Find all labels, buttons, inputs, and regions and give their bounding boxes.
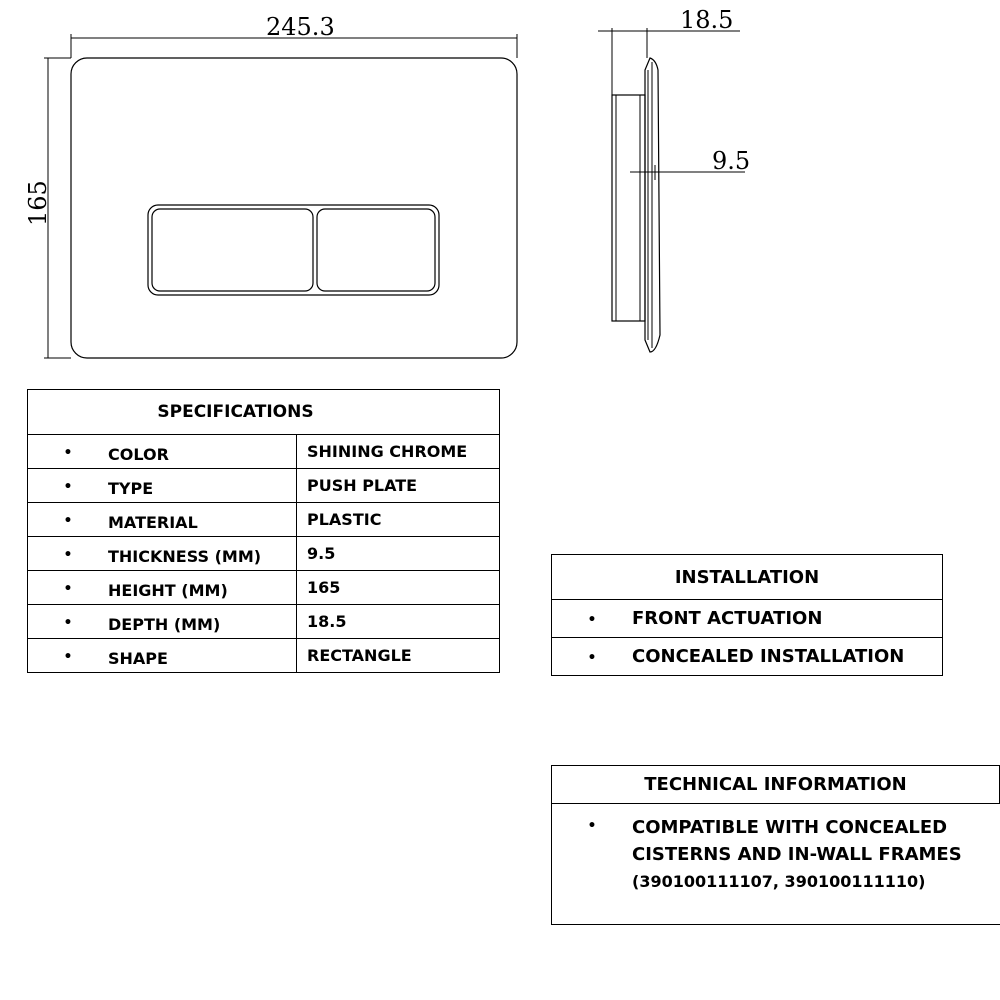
spec-label: HEIGHT (MM) bbox=[108, 581, 228, 600]
spec-label: THICKNESS (MM) bbox=[108, 547, 262, 566]
installation-table bbox=[551, 554, 943, 676]
bullet-icon: • bbox=[63, 513, 73, 529]
list-item bbox=[552, 600, 943, 638]
technical-line-1: COMPATIBLE WITH CONCEALED bbox=[632, 817, 948, 838]
table-row bbox=[28, 537, 500, 571]
installation-item: FRONT ACTUATION bbox=[632, 608, 823, 629]
technical-line-2: CISTERNS AND IN-WALL FRAMES bbox=[632, 844, 962, 865]
spec-label: MATERIAL bbox=[108, 513, 198, 532]
bullet-icon: • bbox=[63, 479, 73, 495]
table-row bbox=[28, 469, 500, 503]
spec-label: TYPE bbox=[108, 479, 154, 498]
table-row bbox=[28, 605, 500, 639]
right-button bbox=[317, 209, 435, 291]
technical-title: TECHNICAL INFORMATION bbox=[552, 766, 1000, 804]
spec-value: SHINING CHROME bbox=[297, 435, 500, 469]
button-frame-outer bbox=[148, 205, 439, 295]
side-view bbox=[612, 58, 660, 352]
bullet-icon: • bbox=[587, 818, 597, 834]
technical-information-table bbox=[551, 765, 1000, 925]
spec-value: PLASTIC bbox=[297, 503, 500, 537]
spec-value: 9.5 bbox=[297, 537, 500, 571]
bullet-icon: • bbox=[63, 581, 73, 597]
specifications-title: SPECIFICATIONS bbox=[28, 390, 500, 435]
table-row bbox=[28, 639, 500, 673]
spec-value: RECTANGLE bbox=[297, 639, 500, 673]
table-row bbox=[28, 435, 500, 469]
table-row bbox=[28, 571, 500, 605]
spec-value: 18.5 bbox=[297, 605, 500, 639]
bullet-icon: • bbox=[63, 547, 73, 563]
installation-item: CONCEALED INSTALLATION bbox=[632, 646, 905, 667]
spec-label: COLOR bbox=[108, 445, 169, 464]
spec-label: DEPTH (MM) bbox=[108, 615, 221, 634]
technical-codes: (390100111107, 390100111110) bbox=[632, 872, 926, 891]
list-item bbox=[552, 638, 943, 676]
bullet-icon: • bbox=[587, 612, 597, 628]
thickness-label: 9.5 bbox=[712, 147, 751, 175]
bullet-icon: • bbox=[587, 650, 597, 666]
bullet-icon: • bbox=[63, 649, 73, 665]
spec-value: 165 bbox=[297, 571, 500, 605]
left-button bbox=[152, 209, 313, 291]
technical-drawing bbox=[0, 0, 1000, 380]
list-item bbox=[552, 804, 1000, 925]
specifications-table bbox=[27, 389, 500, 673]
table-row bbox=[28, 503, 500, 537]
bullet-icon: • bbox=[63, 445, 73, 461]
bullet-icon: • bbox=[63, 615, 73, 631]
spec-value: PUSH PLATE bbox=[297, 469, 500, 503]
installation-title: INSTALLATION bbox=[552, 555, 943, 600]
height-label: 165 bbox=[24, 180, 52, 226]
width-label: 245.3 bbox=[266, 13, 335, 41]
spec-label: SHAPE bbox=[108, 649, 168, 668]
depth-label: 18.5 bbox=[680, 6, 734, 34]
push-plate-outline bbox=[71, 58, 517, 358]
